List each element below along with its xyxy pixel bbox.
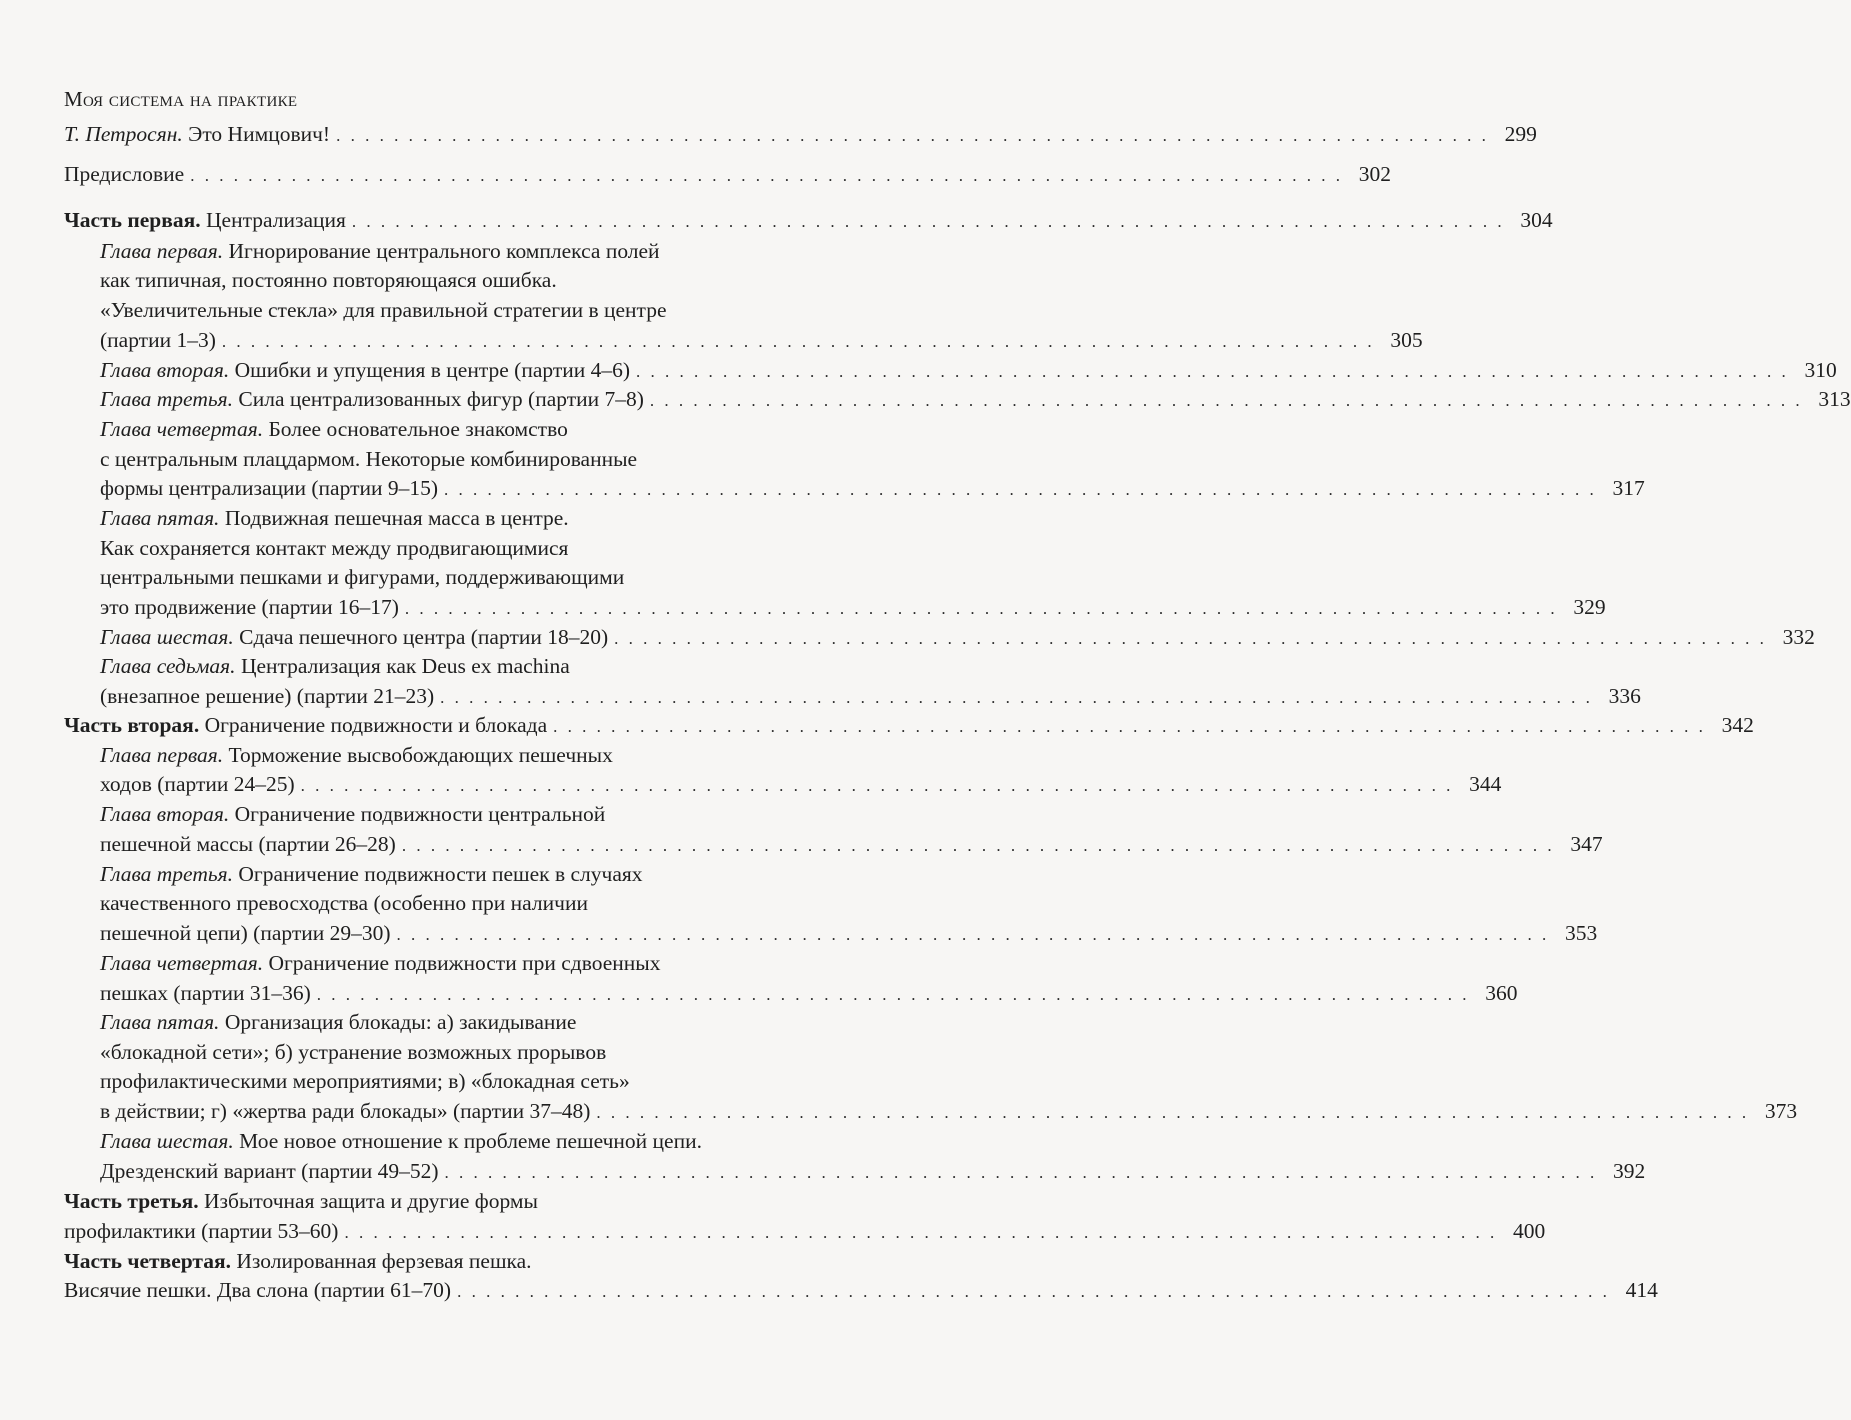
toc-entry-text bbox=[100, 1157, 439, 1185]
page-number: 342 bbox=[1721, 713, 1754, 737]
entry-title: Избыточная защита и другие формы bbox=[198, 1189, 538, 1213]
page-number: 332 bbox=[1782, 625, 1815, 649]
page-number: 400 bbox=[1512, 1219, 1546, 1243]
toc-line bbox=[100, 474, 1645, 504]
entry-title: Централизация bbox=[200, 208, 346, 232]
toc-entry-text bbox=[100, 979, 311, 1007]
toc-line bbox=[64, 160, 1391, 190]
toc-line bbox=[64, 120, 1537, 150]
page-number: 304 bbox=[1520, 208, 1553, 232]
entry-title: ходов (партии 24–25) bbox=[100, 772, 295, 796]
toc-entry-text bbox=[100, 889, 588, 917]
entry-title: профилактики (партии 53–60) bbox=[64, 1219, 339, 1243]
toc-line bbox=[100, 534, 568, 562]
entry-title: Ошибки и упущения в центре (партии 4–6) bbox=[229, 358, 631, 382]
entry-title: Централизация как Deus ex machina bbox=[235, 654, 570, 678]
dot-leader: . . . . . . . . . . . . . . . . . . . . . . . . . . . . . . . . . . . . . . . . . . . . . . . . . . . . . . . . . . . . . . . . . . . . . . . . . . . . . . . . bbox=[444, 480, 1597, 499]
toc-line bbox=[100, 770, 1502, 800]
entry-title: Как сохраняется контакт между продвигающимися bbox=[100, 536, 569, 560]
page-number: 353 bbox=[1565, 921, 1598, 945]
toc-line bbox=[100, 1157, 1646, 1187]
toc-entry-text bbox=[64, 206, 346, 234]
toc-line bbox=[100, 830, 1603, 860]
toc-entry-text bbox=[100, 623, 608, 651]
entry-title: Подвижная пешечная масса в центре. bbox=[219, 506, 569, 530]
toc-line bbox=[100, 949, 660, 977]
entry-title: Дрезденский вариант (партии 49–52) bbox=[100, 1159, 439, 1183]
toc-entry-text bbox=[100, 741, 613, 769]
entry-italic-label: Глава шестая. bbox=[100, 1129, 234, 1153]
page-number: 302 bbox=[1358, 162, 1391, 186]
toc-line bbox=[64, 1247, 532, 1275]
entry-italic-label: Глава пятая. bbox=[100, 506, 220, 530]
entry-title: это продвижение (партии 16–17) bbox=[100, 595, 399, 619]
toc-line bbox=[100, 1067, 630, 1095]
section-title: Моя система на практике bbox=[64, 87, 298, 111]
dot-leader: . . . . . . . . . . . . . . . . . . . . . . . . . . . . . . . . . . . . . . . . . . . . . . . . . . . . . . . . . . . . . . . . . . . . . . . . . . . . . . . . bbox=[221, 332, 1375, 351]
dot-leader: . . . . . . . . . . . . . . . . . . . . . . . . . . . . . . . . . . . . . . . . . . . . . . . . . . . . . . . . . . . . . . . . . . . . . . . . . . . . . . . . bbox=[553, 717, 1706, 736]
toc-entry-text bbox=[100, 534, 568, 562]
entry-title: Организация блокады: а) закидывание bbox=[219, 1010, 577, 1034]
toc-line bbox=[100, 860, 643, 888]
dot-leader: . . . . . . . . . . . . . . . . . . . . . . . . . . . . . . . . . . . . . . . . . . . . . . . . . . . . . . . . . . . . . . . . . . . . . . . . . . . . . . . . bbox=[401, 836, 1555, 855]
toc-line bbox=[100, 682, 1641, 712]
entry-title: пешечной цепи) (партии 29–30) bbox=[100, 921, 391, 945]
toc-entry-text bbox=[100, 800, 605, 828]
entry-title: с центральным плацдармом. Некоторые комбинированные bbox=[100, 447, 638, 471]
page-number: 310 bbox=[1804, 358, 1837, 382]
toc-entry-text bbox=[100, 415, 568, 443]
toc-entry-text bbox=[100, 1067, 630, 1095]
toc-line bbox=[64, 1276, 1658, 1306]
toc-line bbox=[100, 504, 569, 532]
toc-entry-text bbox=[64, 711, 547, 739]
toc-line bbox=[100, 889, 588, 917]
entry-italic-label: Глава пятая. bbox=[100, 1010, 220, 1034]
entry-title: Изолированная ферзевая пешка. bbox=[231, 1249, 532, 1273]
toc-entry-text bbox=[64, 1187, 538, 1215]
toc-entry-text bbox=[100, 1008, 576, 1036]
entry-title: пешках (партии 31–36) bbox=[100, 981, 311, 1005]
page-number: 344 bbox=[1469, 772, 1502, 796]
entry-italic-label: Глава первая. bbox=[100, 743, 224, 767]
toc-line bbox=[64, 206, 1553, 236]
page-number: 414 bbox=[1625, 1278, 1658, 1302]
toc-line bbox=[100, 1038, 606, 1066]
dot-leader: . . . . . . . . . . . . . . . . . . . . . . . . . . . . . . . . . . . . . . . . . . . . . . . . . . . . . . . . . . . . . . . . . . . . . . . . . . . . . . . . bbox=[396, 925, 1550, 944]
toc-line bbox=[100, 919, 1598, 949]
toc-line bbox=[64, 711, 1754, 741]
toc-line bbox=[100, 593, 1606, 623]
page-number: 299 bbox=[1504, 122, 1537, 146]
entry-italic-label: Т. Петросян. bbox=[64, 122, 183, 146]
entry-italic-label: Глава третья. bbox=[100, 862, 233, 886]
entry-title: Предисловие bbox=[64, 162, 185, 186]
page-number: 347 bbox=[1570, 832, 1603, 856]
entry-title: Сила централизованных фигур (партии 7–8) bbox=[233, 387, 644, 411]
toc-line bbox=[100, 979, 1518, 1009]
toc-entry-text bbox=[100, 860, 643, 888]
page-number: 305 bbox=[1390, 328, 1423, 352]
entry-title: Более основательное знакомство bbox=[263, 417, 568, 441]
dot-leader: . . . . . . . . . . . . . . . . . . . . . . . . . . . . . . . . . . . . . . . . . . . . . . . . . . . . . . . . . . . . . . . . . . . . . . . . . . . . . . . . bbox=[316, 985, 1470, 1004]
entry-italic-label: Глава шестая. bbox=[100, 625, 234, 649]
toc-line bbox=[64, 1217, 1546, 1247]
toc-entry-text bbox=[100, 682, 434, 710]
entry-title: Ограничение подвижности при сдвоенных bbox=[263, 951, 661, 975]
dot-leader: . . . . . . . . . . . . . . . . . . . . . . . . . . . . . . . . . . . . . . . . . . . . . . . . . . . . . . . . . . . . . . . . . . . . . . . . . . . . . . . . bbox=[190, 166, 1343, 185]
toc-line bbox=[100, 445, 637, 473]
entry-italic-label: Глава третья. bbox=[100, 387, 233, 411]
toc-line bbox=[100, 237, 660, 265]
dot-leader: . . . . . . . . . . . . . . . . . . . . . . . . . . . . . . . . . . . . . . . . . . . . . . . . . . . . . . . . . . . . . . . . . . . . . . . . . . . . . . . . bbox=[636, 362, 1789, 381]
entry-title: формы централизации (партии 9–15) bbox=[100, 476, 439, 500]
toc-entry-text bbox=[100, 385, 644, 413]
toc-line bbox=[100, 1127, 702, 1155]
dot-leader: . . . . . . . . . . . . . . . . . . . . . . . . . . . . . . . . . . . . . . . . . . . . . . . . . . . . . . . . . . . . . . . . . . . . . . . . . . . . . . . . bbox=[649, 391, 1803, 410]
entry-title: Мое новое отношение к проблеме пешечной цепи. bbox=[233, 1129, 702, 1153]
entry-italic-label: Глава четвертая. bbox=[100, 417, 264, 441]
toc-entry-text bbox=[100, 356, 630, 384]
toc-line bbox=[100, 266, 557, 294]
dot-leader: . . . . . . . . . . . . . . . . . . . . . . . . . . . . . . . . . . . . . . . . . . . . . . . . . . . . . . . . . . . . . . . . . . . . . . . . . . . . . . . . bbox=[404, 599, 1558, 618]
toc-entry-text bbox=[100, 1038, 606, 1066]
entry-title: Висячие пешки. Два слона (партии 61–70) bbox=[64, 1278, 452, 1302]
toc-line bbox=[100, 741, 613, 769]
toc-line bbox=[100, 563, 624, 591]
toc-entry-text bbox=[64, 1276, 451, 1304]
entry-title: Ограничение подвижности пешек в случаях bbox=[233, 862, 643, 886]
toc-entry-text bbox=[100, 919, 391, 947]
page-number: 329 bbox=[1573, 595, 1606, 619]
entry-title: пешечной массы (партии 26–28) bbox=[100, 832, 396, 856]
dot-leader: . . . . . . . . . . . . . . . . . . . . . . . . . . . . . . . . . . . . . . . . . . . . . . . . . . . . . . . . . . . . . . . . . . . . . . . . . . . . . . . . bbox=[614, 629, 1767, 648]
toc-entry-text bbox=[100, 296, 667, 324]
entry-title: Ограничение подвижности центральной bbox=[229, 802, 606, 826]
toc-line bbox=[100, 652, 570, 680]
dot-leader: . . . . . . . . . . . . . . . . . . . . . . . . . . . . . . . . . . . . . . . . . . . . . . . . . . . . . . . . . . . . . . . . . . . . . . . . . . . . . . . . bbox=[440, 688, 1593, 707]
toc-line bbox=[100, 1097, 1798, 1127]
entry-title: «Увеличительные стекла» для правильной стратегии в центре bbox=[100, 298, 667, 322]
dot-leader: . . . . . . . . . . . . . . . . . . . . . . . . . . . . . . . . . . . . . . . . . . . . . . . . . . . . . . . . . . . . . . . . . . . . . . . . . . . . . . . . bbox=[596, 1103, 1750, 1122]
dot-leader: . . . . . . . . . . . . . . . . . . . . . . . . . . . . . . . . . . . . . . . . . . . . . . . . . . . . . . . . . . . . . . . . . . . . . . . . . . . . . . . . bbox=[336, 126, 1489, 145]
entry-title: Торможение высвобождающих пешечных bbox=[223, 743, 613, 767]
page-number: 317 bbox=[1612, 476, 1645, 500]
page-number: 373 bbox=[1764, 1099, 1798, 1123]
page-number: 313 bbox=[1818, 387, 1851, 411]
toc-entry-text bbox=[100, 593, 399, 621]
toc-entry-text bbox=[100, 266, 557, 294]
toc-entry-text bbox=[100, 445, 637, 473]
toc-entry-text bbox=[100, 237, 660, 265]
entry-title: Ограничение подвижности и блокада bbox=[199, 713, 548, 737]
entry-title: Это Нимцович! bbox=[182, 122, 331, 146]
toc-line bbox=[100, 356, 1837, 386]
entry-title: в действии; г) «жертва ради блокады» (партии 37–48) bbox=[100, 1099, 591, 1123]
toc-entry-text bbox=[100, 326, 216, 354]
entry-italic-label: Глава вторая. bbox=[100, 802, 230, 826]
dot-leader: . . . . . . . . . . . . . . . . . . . . . . . . . . . . . . . . . . . . . . . . . . . . . . . . . . . . . . . . . . . . . . . . . . . . . . . . . . . . . . . . bbox=[444, 1163, 1598, 1182]
toc-entry-text bbox=[100, 474, 438, 502]
toc-entry-text bbox=[100, 504, 569, 532]
toc-line bbox=[100, 326, 1423, 356]
toc-line bbox=[100, 296, 667, 324]
entry-title: качественного превосходства (особенно при наличии bbox=[100, 891, 588, 915]
toc-entry-text bbox=[100, 563, 624, 591]
entry-part-label: Часть первая. bbox=[64, 208, 201, 232]
page-number: 336 bbox=[1608, 684, 1641, 708]
entry-part-label: Часть вторая. bbox=[64, 713, 200, 737]
toc-entry-text bbox=[64, 1217, 338, 1245]
toc-line bbox=[100, 415, 568, 443]
toc-line bbox=[100, 385, 1851, 415]
page-number: 360 bbox=[1485, 981, 1518, 1005]
entry-title: центральными пешками и фигурами, поддерживающими bbox=[100, 565, 625, 589]
dot-leader: . . . . . . . . . . . . . . . . . . . . . . . . . . . . . . . . . . . . . . . . . . . . . . . . . . . . . . . . . . . . . . . . . . . . . . . . . . . . . . . . bbox=[457, 1282, 1610, 1301]
toc-entry-text bbox=[64, 1247, 532, 1275]
entry-italic-label: Глава первая. bbox=[100, 239, 224, 263]
entry-italic-label: Глава вторая. bbox=[100, 358, 230, 382]
toc-line bbox=[100, 1008, 576, 1036]
toc-entry-text bbox=[64, 120, 330, 148]
entry-title: (внезапное решение) (партии 21–23) bbox=[100, 684, 435, 708]
entry-title: «блокадной сети»; б) устранение возможных прорывов bbox=[100, 1040, 607, 1064]
entry-title: профилактическими мероприятиями; в) «блокадная сеть» bbox=[100, 1069, 630, 1093]
entry-part-label: Часть четвертая. bbox=[64, 1249, 232, 1273]
toc-line bbox=[100, 623, 1815, 653]
toc-entry-text bbox=[100, 949, 660, 977]
entry-title: Сдача пешечного центра (партии 18–20) bbox=[233, 625, 609, 649]
dot-leader: . . . . . . . . . . . . . . . . . . . . . . . . . . . . . . . . . . . . . . . . . . . . . . . . . . . . . . . . . . . . . . . . . . . . . . . . . . . . . . . . bbox=[300, 776, 1454, 795]
toc-entry-text bbox=[100, 1097, 590, 1125]
entry-title: (партии 1–3) bbox=[100, 328, 216, 352]
entry-italic-label: Глава четвертая. bbox=[100, 951, 264, 975]
entry-part-label: Часть третья. bbox=[64, 1189, 199, 1213]
toc-entry-text bbox=[100, 652, 570, 680]
toc-entry-text bbox=[100, 830, 396, 858]
toc-entry-text bbox=[100, 1127, 702, 1155]
entry-italic-label: Глава седьмая. bbox=[100, 654, 236, 678]
toc-entry-text bbox=[64, 160, 184, 188]
entry-title: как типичная, постоянно повторяющаяся ошибка. bbox=[100, 268, 557, 292]
dot-leader: . . . . . . . . . . . . . . . . . . . . . . . . . . . . . . . . . . . . . . . . . . . . . . . . . . . . . . . . . . . . . . . . . . . . . . . . . . . . . . . . bbox=[351, 212, 1505, 231]
entry-title: Игнорирование центрального комплекса полей bbox=[223, 239, 660, 263]
dot-leader: . . . . . . . . . . . . . . . . . . . . . . . . . . . . . . . . . . . . . . . . . . . . . . . . . . . . . . . . . . . . . . . . . . . . . . . . . . . . . . . . bbox=[344, 1223, 1498, 1242]
page-number: 392 bbox=[1613, 1159, 1646, 1183]
toc-entry-text bbox=[100, 770, 295, 798]
toc-line bbox=[100, 800, 605, 828]
toc-line bbox=[64, 1187, 538, 1215]
